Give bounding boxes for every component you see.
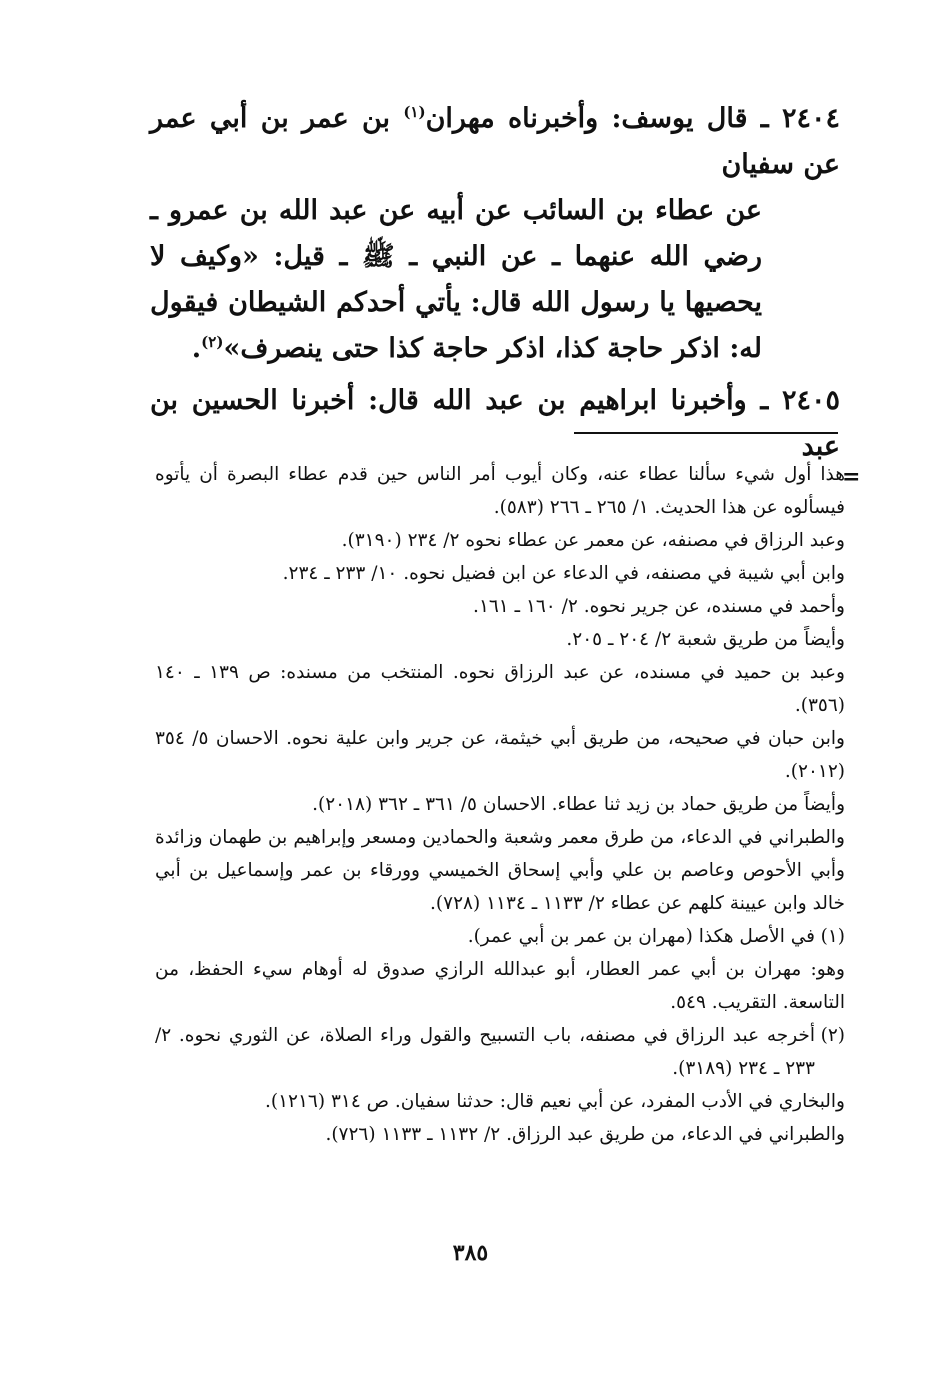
note-continued-9: والطبراني في الدعاء، من طرق معمر وشعبة والحمادين ومسعر وإبراهيم بن طهمان وزائدة وأبي الأحوص وعاصم بن علي وأبي إسحاق الخميسي وورقاء بن عمر وإسماعيل بن أبي خالد وابن عيينة كلهم عن عطاء ٢/ ١١٣٣ ـ ١١٣٤ (٧٢٨). [155, 827, 845, 914]
hadith-2404-line1: ٢٤٠٤ ـ قال يوسف: وأخبرناه مهران$^{(١)}$ بن عمر بن أبي عمر عن سفيان [150, 103, 840, 180]
note-continued-1: هذا أول شيء سألنا عطاء عنه، وكان أيوب أمر الناس حين قدم عطاء البصرة أن يأتوه فيسألوه عن هذا الحديث. ١/ ٢٦٥ ـ ٢٦٦ (٥٨٣). [155, 464, 845, 518]
footnote-1-marker: (١) [820, 926, 845, 947]
note-continued-7: وابن حبان في صحيحه، من طريق أبي خيثمة، عن جرير وابن علية نحوه. الاحسان ٥/ ٣٥٤ (٢٠١٢). [155, 728, 845, 782]
footnote-1-text: وهو: مهران بن أبي عمر العطار، أبو عبدالله الرازي صدوق له أوهام سيء الحفظ، من التاسعة. التقريب. ٥٤٩. [155, 959, 845, 1013]
note-continued-2: وعبد الرزاق في مصنفه، عن معمر عن عطاء نحوه ٢/ ٢٣٤ (٣١٩٠). [341, 530, 845, 551]
footnotes [155, 458, 845, 1151]
note-continued-6: وعبد بن حميد في مسنده، عن عبد الرزاق نحوه. المنتخب من مسنده: ص ١٣٩ ـ ١٤٠ (٣٥٦). [155, 662, 845, 716]
main-text [150, 96, 840, 476]
footnote-2-text-b: والبخاري في الأدب المفرد، عن أبي نعيم قال: حدثنا سفيان. ص ٣١٤ (١٢١٦). [265, 1091, 845, 1112]
note-continued-3: وابن أبي شيبة في مصنفه، في الدعاء عن ابن فضيل نحوه. ١٠/ ٢٣٣ ـ ٢٣٤. [282, 563, 845, 584]
note-continued-5: وأيضاً من طريق شعبة ٢/ ٢٠٤ ـ ٢٠٥. [566, 629, 845, 650]
footnote-ref-2[interactable]: (٢) [201, 333, 224, 351]
continuation-mark: = [842, 464, 861, 490]
footnote-2-text-c: والطبراني في الدعاء، من طريق عبد الرزاق. ٢/ ١١٣٢ ـ ١١٣٣ (٧٢٦). [325, 1124, 845, 1145]
note-continued-8: وأيضاً من طريق حماد بن زيد ثنا عطاء. الاحسان ٥/ ٣٦١ ـ ٣٦٢ (٢٠١٨). [312, 794, 845, 815]
footnote-1: (١) في الأصل هكذا (مهران بن عمر بن أبي عمر). [155, 920, 845, 953]
hadith-2405: ٢٤٠٥ ـ وأخبرنا ابراهيم بن عبد الله قال: أخبرنا الحسين بن عبد [150, 385, 840, 462]
footnote-2: (٢) أخرجه عبد الرزاق في مصنفه، باب التسبيح والقول وراء الصلاة، عن الثوري نحوه. ٢/ ٢٣٣ ـ ٢٣٤ (٣١٨٩). [155, 1019, 845, 1085]
footnote-separator [574, 432, 838, 434]
hadith-2404 [150, 96, 840, 372]
page-number: ٣٨٥ [452, 1240, 489, 1266]
footnote-2-marker: (٢) [820, 1025, 845, 1046]
footnote-ref-1[interactable]: (١) [403, 103, 426, 121]
hadith-2404-body: عن عطاء بن السائب عن أبيه عن عبد الله بن عمرو ـ رضي الله عنهما ـ عن النبي ـ ﷺ ـ قيل: «وكيف لا يحصيها يا رسول الله قال: يأتي أحدكم الشيطان فيقول له: اذكر حاجة كذا، اذكر حاجة كذا حتى ينصرف»$^{(٢)}$. [150, 195, 762, 364]
note-continued-4: وأحمد في مسنده، عن جرير نحوه. ٢/ ١٦٠ ـ ١٦١. [473, 596, 845, 617]
